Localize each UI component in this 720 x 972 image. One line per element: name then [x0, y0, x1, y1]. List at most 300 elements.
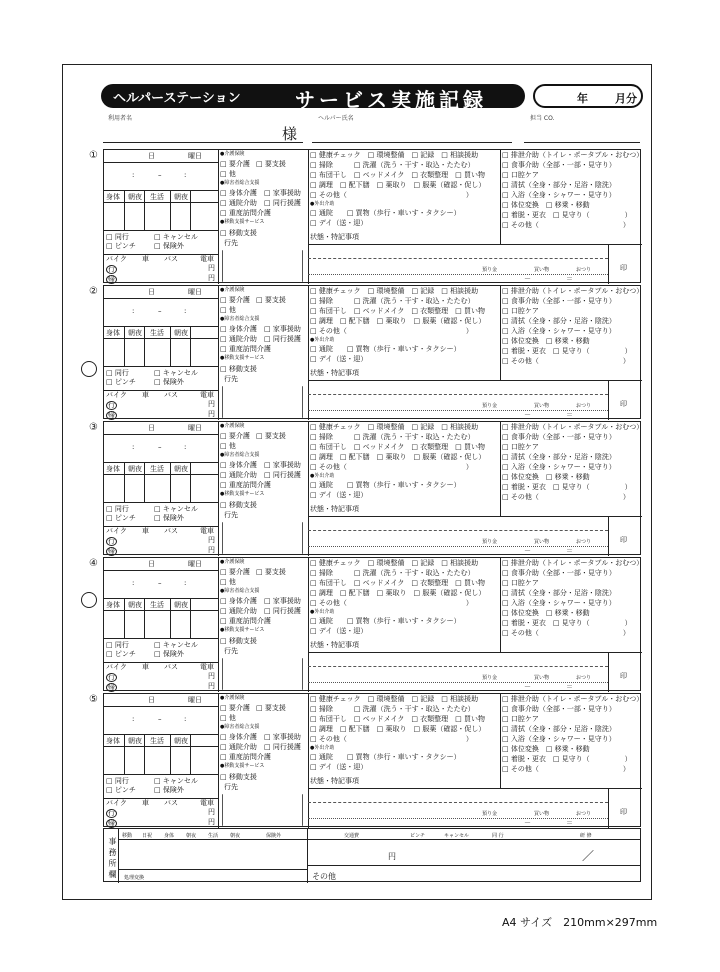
record-block	[103, 557, 644, 691]
yoshien-checkbox: □ 要支援	[256, 160, 286, 168]
azukari-label: 預り金	[482, 811, 498, 817]
block-number: ⑤	[89, 694, 98, 705]
weekday-label: 曜日	[188, 152, 202, 160]
service-item: □ 通院 □ 買物（歩行・車いす・タクシー）	[310, 617, 461, 625]
office-h-cancel: キャンセル	[444, 833, 470, 839]
service-item: □ 通院 □ 買物（歩行・車いす・タクシー）	[310, 481, 461, 489]
station-banner	[101, 84, 525, 112]
col-seikatsu: 生活	[150, 193, 164, 201]
year-label: 年	[577, 92, 588, 105]
minus-sign: －	[524, 275, 531, 283]
service-item: □ 掃除 □ 洗濯（洗う・干す・取込・たたむ）	[310, 433, 475, 441]
yokaigo-checkbox: □ 要介護	[220, 704, 250, 712]
ikisaki-label: 行先	[224, 239, 238, 247]
service-item: □ 食事介助（全部・一部・見守り）	[502, 433, 616, 441]
service-item: □ 着脱・更衣 □ 見守り（ ）	[502, 755, 632, 763]
fare-yen: 円	[208, 818, 215, 826]
service-item: □ 着脱・更衣 □ 見守り（ ）	[502, 347, 632, 355]
fare-yen: 円	[208, 400, 215, 408]
office-section	[103, 828, 641, 882]
col-shintai: 身体	[106, 329, 120, 337]
col-chouya: 朝夜	[128, 193, 142, 201]
cancel-checkbox: □ キャンセル	[154, 369, 198, 377]
service-item: □ 調理 □ 配下膳 □ 薬取り □ 服薬（確認・促し）	[310, 725, 486, 733]
fare-yen: 円	[208, 410, 215, 418]
service-item: □ 口腔ケア	[502, 171, 539, 179]
service-item: □ 健康チェック □ 環境整備 □ 記録 □ 相談援助	[310, 287, 479, 295]
equals-sign: ＝	[566, 819, 573, 827]
shogai-heading: ●障害者総合支援	[220, 588, 260, 594]
service-item: □ 通院 □ 買物（歩行・車いす・タクシー）	[310, 753, 461, 761]
ido-heading: ●移動支援サービス	[220, 763, 265, 769]
service-item: □ 食事介助（全部・一部・見守り）	[502, 569, 616, 577]
office-sonota: その他	[312, 872, 336, 881]
service-item: □ 入浴（全身・シャワー・見守り）	[502, 463, 616, 471]
yokaigo-checkbox: □ 要介護	[220, 432, 250, 440]
bus-label: バス	[164, 255, 178, 263]
col-chouya: 朝夜	[128, 329, 142, 337]
col-chouya: 朝夜	[128, 737, 142, 745]
time-colon: :	[184, 443, 187, 451]
service-item: □ その他（ ）	[502, 629, 630, 637]
office-h-dokou: 同 行	[492, 833, 504, 839]
time-colon: :	[132, 579, 135, 587]
train-label: 電車	[200, 527, 214, 535]
azukari-label: 預り金	[482, 403, 498, 409]
service-item: □ その他（ ）	[502, 493, 630, 501]
judo-checkbox: □ 重度訪問介護	[220, 345, 271, 353]
equals-sign: ＝	[566, 411, 573, 419]
service-item: □ 排泄介助（トイレ・ポータブル・おむつ）	[502, 423, 644, 431]
col-shintai: 身体	[106, 737, 120, 745]
service-item: □ デイ（送・迎）	[310, 627, 368, 635]
yokaigo-checkbox: □ 要介護	[220, 160, 250, 168]
service-item: □ 入浴（全身・シャワー・見守り）	[502, 327, 616, 335]
service-item: ●外出介助	[310, 609, 335, 615]
other-checkbox: □ 他	[220, 306, 236, 314]
office-h-pinch: ピンチ	[410, 833, 426, 839]
bike-label: バイク	[106, 255, 127, 263]
service-item: □ 食事介助（全部・一部・見守り）	[502, 297, 616, 305]
other-checkbox: □ 他	[220, 442, 236, 450]
service-item: □ その他（ ）	[310, 735, 473, 743]
bus-label: バス	[164, 663, 178, 671]
back-label: 帰	[108, 547, 115, 555]
service-item: □ 掃除 □ 洗濯（洗う・干す・取込・たたむ）	[310, 705, 475, 713]
service-item: □ その他（ ）	[502, 357, 630, 365]
yoshien-checkbox: □ 要支援	[256, 296, 286, 304]
dokou-engo-checkbox: □ 同行援護	[264, 335, 301, 343]
day-label: 日	[148, 152, 155, 160]
car-label: 車	[142, 255, 149, 263]
yokaigo-checkbox: □ 要介護	[220, 296, 250, 304]
block-number: ④	[89, 558, 98, 569]
helper-name-label: ヘルパー氏名	[318, 115, 354, 122]
service-item: □ 調理 □ 配下膳 □ 薬取り □ 服薬（確認・促し）	[310, 181, 486, 189]
tokki-label: 状態・特記事項	[310, 233, 359, 241]
time-colon: :	[184, 171, 187, 179]
office-h-hokengai: 保険外	[266, 833, 282, 839]
service-item: □ 布団干し □ ベッドメイク □ 衣類整理 □ 買い物	[310, 715, 486, 723]
service-item: □ 体位変換 □ 移乗・移動	[502, 609, 590, 617]
col-chouya2: 朝夜	[174, 737, 188, 745]
service-item: □ その他（ ）	[310, 191, 473, 199]
fare-yen: 円	[208, 672, 215, 680]
ikisaki-label: 行先	[224, 511, 238, 519]
record-block	[103, 421, 644, 555]
col-shintai: 身体	[106, 465, 120, 473]
otsuri-label: おつり	[576, 403, 591, 409]
judo-checkbox: □ 重度訪問介護	[220, 481, 271, 489]
ido-heading: ●移動支援サービス	[220, 219, 265, 225]
seal-label: 印	[620, 536, 627, 544]
seal-label: 印	[620, 400, 627, 408]
record-block	[103, 285, 644, 419]
service-item: □ 通院 □ 買物（歩行・車いす・タクシー）	[310, 345, 461, 353]
shogai-heading: ●障害者総合支援	[220, 724, 260, 730]
service-item: □ 布団干し □ ベッドメイク □ 衣類整理 □ 買い物	[310, 307, 486, 315]
fare-yen: 円	[208, 546, 215, 554]
equals-sign: ＝	[566, 275, 573, 283]
minus-sign: －	[524, 547, 531, 555]
fare-yen: 円	[208, 682, 215, 690]
bus-label: バス	[164, 799, 178, 807]
weekday-label: 曜日	[188, 696, 202, 704]
service-item: □ 排泄介助（トイレ・ポータブル・おむつ）	[502, 151, 644, 159]
office-h-nichiji: 日祝	[142, 833, 153, 839]
service-item: □ 着脱・更衣 □ 見守り（ ）	[502, 619, 632, 627]
time-colon: :	[132, 171, 135, 179]
dokou-engo-checkbox: □ 同行援護	[264, 607, 301, 615]
back-label: 帰	[108, 411, 115, 419]
shintai-kaigo-checkbox: □ 身体介護	[220, 733, 257, 741]
ido-heading: ●移動支援サービス	[220, 491, 265, 497]
col-shintai: 身体	[106, 193, 120, 201]
seal-label: 印	[620, 264, 627, 272]
cancel-checkbox: □ キャンセル	[154, 641, 198, 649]
service-item: □ デイ（送・迎）	[310, 491, 368, 499]
office-slash: ／	[582, 849, 595, 863]
form-title: サービス実施記録	[295, 88, 487, 112]
dokou-checkbox: □ 同行	[106, 777, 129, 785]
kaimono-label: 買い物	[534, 267, 550, 273]
service-item: □ 入浴（全身・シャワー・見守り）	[502, 599, 616, 607]
kaji-enjo-checkbox: □ 家事援助	[264, 325, 301, 333]
helper-name-line	[312, 142, 512, 143]
service-item: □ 通院 □ 買物（歩行・車いす・タクシー）	[310, 209, 461, 217]
user-name-label: 利用者名	[108, 115, 133, 122]
col-chouya: 朝夜	[128, 601, 142, 609]
binder-hole	[81, 592, 97, 608]
service-item: □ 健康チェック □ 環境整備 □ 記録 □ 相談援助	[310, 151, 479, 159]
tsuin-checkbox: □ 通院介助	[220, 199, 257, 207]
day-label: 日	[148, 424, 155, 432]
service-item: □ 口腔ケア	[502, 307, 539, 315]
dokou-checkbox: □ 同行	[106, 505, 129, 513]
shintai-kaigo-checkbox: □ 身体介護	[220, 461, 257, 469]
service-item: □ 布団干し □ ベッドメイク □ 衣類整理 □ 買い物	[310, 579, 486, 587]
seal-label: 印	[620, 808, 627, 816]
shintai-kaigo-checkbox: □ 身体介護	[220, 189, 257, 197]
back-label: 帰	[108, 683, 115, 691]
service-item: □ デイ（送・迎）	[310, 219, 368, 227]
service-item: □ 清拭（全身・部分・足浴・陰洗）	[502, 453, 616, 461]
hokengai-checkbox: □ 保険外	[154, 242, 184, 250]
col-chouya2: 朝夜	[174, 193, 188, 201]
kaimono-label: 買い物	[534, 403, 550, 409]
binder-hole	[81, 361, 97, 377]
block-number: ①	[89, 150, 98, 161]
fare-yen: 円	[208, 264, 215, 272]
col-seikatsu: 生活	[150, 329, 164, 337]
block-number: ③	[89, 422, 98, 433]
service-item: □ 健康チェック □ 環境整備 □ 記録 □ 相談援助	[310, 695, 479, 703]
azukari-label: 預り金	[482, 267, 498, 273]
office-h-ido: 移動	[122, 833, 133, 839]
service-item: ●外出介助	[310, 337, 335, 343]
azukari-label: 預り金	[482, 675, 498, 681]
kaigo-heading: ●介護保険	[220, 423, 245, 429]
office-h-seikatsu: 生活	[208, 833, 219, 839]
pinch-checkbox: □ ピンチ	[106, 514, 136, 522]
block-number: ②	[89, 286, 98, 297]
record-block	[103, 693, 644, 827]
otsuri-label: おつり	[576, 267, 591, 273]
tsuin-checkbox: □ 通院介助	[220, 471, 257, 479]
judo-checkbox: □ 重度訪問介護	[220, 753, 271, 761]
ido-shien-checkbox: □ 移動支援	[220, 637, 257, 645]
tokki-label: 状態・特記事項	[310, 641, 359, 649]
col-seikatsu: 生活	[150, 465, 164, 473]
service-item: □ 入浴（全身・シャワー・見守り）	[502, 735, 616, 743]
equals-sign: ＝	[566, 547, 573, 555]
office-h-shintai: 身体	[164, 833, 175, 839]
service-item: □ 調理 □ 配下膳 □ 薬取り □ 服薬（確認・促し）	[310, 317, 486, 325]
weekday-label: 曜日	[188, 560, 202, 568]
cancel-checkbox: □ キャンセル	[154, 777, 198, 785]
time-colon: :	[132, 443, 135, 451]
service-item: □ 着脱・更衣 □ 見守り（ ）	[502, 483, 632, 491]
office-yen: 円	[388, 852, 396, 861]
ikisaki-label: 行先	[224, 375, 238, 383]
kaigo-heading: ●介護保険	[220, 695, 245, 701]
bike-label: バイク	[106, 799, 127, 807]
time-dash: –	[158, 443, 162, 451]
service-item: ●外出介助	[310, 745, 335, 751]
bike-label: バイク	[106, 663, 127, 671]
day-label: 日	[148, 288, 155, 296]
service-item: □ 清拭（全身・部分・足浴・陰洗）	[502, 725, 616, 733]
kaigo-heading: ●介護保険	[220, 287, 245, 293]
time-colon: :	[184, 579, 187, 587]
ido-shien-checkbox: □ 移動支援	[220, 773, 257, 781]
other-checkbox: □ 他	[220, 578, 236, 586]
office-h-kotsuhi: 交通費	[344, 833, 360, 839]
go-label: 行	[108, 673, 115, 681]
service-item: □ 口腔ケア	[502, 443, 539, 451]
dokou-engo-checkbox: □ 同行援護	[264, 471, 301, 479]
minus-sign: －	[524, 819, 531, 827]
time-colon: :	[132, 307, 135, 315]
kaji-enjo-checkbox: □ 家事援助	[264, 189, 301, 197]
tokki-label: 状態・特記事項	[310, 505, 359, 513]
service-item: □ 体位変換 □ 移乗・移動	[502, 201, 590, 209]
service-item: □ 入浴（全身・シャワー・見守り）	[502, 191, 616, 199]
otsuri-label: おつり	[576, 539, 591, 545]
tokki-label: 状態・特記事項	[310, 369, 359, 377]
kaji-enjo-checkbox: □ 家事援助	[264, 733, 301, 741]
kaji-enjo-checkbox: □ 家事援助	[264, 597, 301, 605]
shogai-heading: ●障害者総合支援	[220, 452, 260, 458]
judo-checkbox: □ 重度訪問介護	[220, 209, 271, 217]
service-item: □ 排泄介助（トイレ・ポータブル・おむつ）	[502, 287, 644, 295]
kaigo-heading: ●介護保険	[220, 559, 245, 565]
otsuri-label: おつり	[576, 675, 591, 681]
cancel-checkbox: □ キャンセル	[154, 505, 198, 513]
kaigo-heading: ●介護保険	[220, 151, 245, 157]
time-colon: :	[184, 715, 187, 723]
service-item: □ 健康チェック □ 環境整備 □ 記録 □ 相談援助	[310, 423, 479, 431]
train-label: 電車	[200, 255, 214, 263]
service-item: □ 口腔ケア	[502, 715, 539, 723]
otsuri-label: おつり	[576, 811, 591, 817]
hokengai-checkbox: □ 保険外	[154, 378, 184, 386]
hokengai-checkbox: □ 保険外	[154, 786, 184, 794]
car-label: 車	[142, 663, 149, 671]
service-item: ●外出介助	[310, 473, 335, 479]
bike-label: バイク	[106, 391, 127, 399]
other-checkbox: □ 他	[220, 170, 236, 178]
office-h-chouya2: 朝夜	[230, 833, 241, 839]
tanto-line	[524, 142, 640, 143]
cancel-checkbox: □ キャンセル	[154, 233, 198, 241]
dokou-engo-checkbox: □ 同行援護	[264, 743, 301, 751]
go-label: 行	[108, 537, 115, 545]
shintai-kaigo-checkbox: □ 身体介護	[220, 597, 257, 605]
seal-label: 印	[620, 672, 627, 680]
yokaigo-checkbox: □ 要介護	[220, 568, 250, 576]
tokki-label: 状態・特記事項	[310, 777, 359, 785]
bike-label: バイク	[106, 527, 127, 535]
minus-sign: －	[524, 411, 531, 419]
tsuin-checkbox: □ 通院介助	[220, 607, 257, 615]
equals-sign: ＝	[566, 683, 573, 691]
year-month-box	[533, 84, 643, 108]
ido-shien-checkbox: □ 移動支援	[220, 501, 257, 509]
ido-shien-checkbox: □ 移動支援	[220, 229, 257, 237]
day-label: 日	[148, 696, 155, 704]
service-item: □ 調理 □ 配下膳 □ 薬取り □ 服薬（確認・促し）	[310, 589, 486, 597]
service-item: □ 体位変換 □ 移乗・移動	[502, 337, 590, 345]
service-item: □ 食事介助（全部・一部・見守り）	[502, 705, 616, 713]
tanto-label: 担当 CO.	[530, 115, 555, 122]
service-item: □ 健康チェック □ 環境整備 □ 記録 □ 相談援助	[310, 559, 479, 567]
ido-heading: ●移動支援サービス	[220, 627, 265, 633]
pinch-checkbox: □ ピンチ	[106, 650, 136, 658]
ikisaki-label: 行先	[224, 647, 238, 655]
service-item: □ 口腔ケア	[502, 579, 539, 587]
service-item: □ 排泄介助（トイレ・ポータブル・おむつ）	[502, 695, 644, 703]
car-label: 車	[142, 799, 149, 807]
azukari-label: 預り金	[482, 539, 498, 545]
service-item: □ デイ（送・迎）	[310, 355, 368, 363]
service-item: □ 清拭（全身・部分・足浴・陰洗）	[502, 181, 616, 189]
shintai-kaigo-checkbox: □ 身体介護	[220, 325, 257, 333]
time-colon: :	[132, 715, 135, 723]
service-item: □ 布団干し □ ベッドメイク □ 衣類整理 □ 買い物	[310, 443, 486, 451]
service-item: □ 体位変換 □ 移乗・移動	[502, 473, 590, 481]
kaji-enjo-checkbox: □ 家事援助	[264, 461, 301, 469]
service-item: □ 清拭（全身・部分・足浴・陰洗）	[502, 589, 616, 597]
service-item: □ 排泄介助（トイレ・ポータブル・おむつ）	[502, 559, 644, 567]
service-item: □ 布団干し □ ベッドメイク □ 衣類整理 □ 買い物	[310, 171, 486, 179]
ikisaki-label: 行先	[224, 783, 238, 791]
yoshien-checkbox: □ 要支援	[256, 704, 286, 712]
go-label: 行	[108, 401, 115, 409]
service-item: ●外出介助	[310, 201, 335, 207]
pinch-checkbox: □ ピンチ	[106, 378, 136, 386]
form-header	[101, 84, 643, 112]
fare-yen: 円	[208, 808, 215, 816]
car-label: 車	[142, 527, 149, 535]
service-item: □ 掃除 □ 洗濯（洗う・干す・取込・たたむ）	[310, 161, 475, 169]
col-seikatsu: 生活	[150, 737, 164, 745]
paper-size-note: A4 サイズ 210mm×297mm	[502, 916, 658, 929]
tsuin-checkbox: □ 通院介助	[220, 335, 257, 343]
office-h-kenshu: 研 修	[580, 833, 592, 839]
bus-label: バス	[164, 527, 178, 535]
service-item: □ 食事介助（全部・一部・見守り）	[502, 161, 616, 169]
office-title: 事務所欄	[108, 837, 117, 881]
service-item: □ 体位変換 □ 移乗・移動	[502, 745, 590, 753]
user-name-line	[103, 142, 303, 143]
other-checkbox: □ 他	[220, 714, 236, 722]
col-seikatsu: 生活	[150, 601, 164, 609]
minus-sign: －	[524, 683, 531, 691]
service-item: □ 掃除 □ 洗濯（洗う・干す・取込・たたむ）	[310, 297, 475, 305]
pinch-checkbox: □ ピンチ	[106, 242, 136, 250]
kaimono-label: 買い物	[534, 539, 550, 545]
office-shori: 処理変換	[124, 875, 145, 881]
time-dash: –	[158, 307, 162, 315]
yoshien-checkbox: □ 要支援	[256, 568, 286, 576]
service-item: □ 調理 □ 配下膳 □ 薬取り □ 服薬（確認・促し）	[310, 453, 486, 461]
col-chouya: 朝夜	[128, 465, 142, 473]
col-shintai: 身体	[106, 601, 120, 609]
station-label: ヘルパーステーション	[113, 91, 241, 106]
yoshien-checkbox: □ 要支援	[256, 432, 286, 440]
office-h-chouya: 朝夜	[186, 833, 197, 839]
service-item: □ その他（ ）	[502, 765, 630, 773]
service-item: □ 着脱・更衣 □ 見守り（ ）	[502, 211, 632, 219]
ido-shien-checkbox: □ 移動支援	[220, 365, 257, 373]
weekday-label: 曜日	[188, 424, 202, 432]
record-block	[103, 149, 644, 283]
go-label: 行	[108, 265, 115, 273]
train-label: 電車	[200, 799, 214, 807]
service-item: □ その他（ ）	[502, 221, 630, 229]
service-item: □ 掃除 □ 洗濯（洗う・干す・取込・たたむ）	[310, 569, 475, 577]
shogai-heading: ●障害者総合支援	[220, 180, 260, 186]
hokengai-checkbox: □ 保険外	[154, 650, 184, 658]
judo-checkbox: □ 重度訪問介護	[220, 617, 271, 625]
train-label: 電車	[200, 391, 214, 399]
day-label: 日	[148, 560, 155, 568]
service-item: □ デイ（送・迎）	[310, 763, 368, 771]
dokou-engo-checkbox: □ 同行援護	[264, 199, 301, 207]
col-chouya2: 朝夜	[174, 329, 188, 337]
bus-label: バス	[164, 391, 178, 399]
